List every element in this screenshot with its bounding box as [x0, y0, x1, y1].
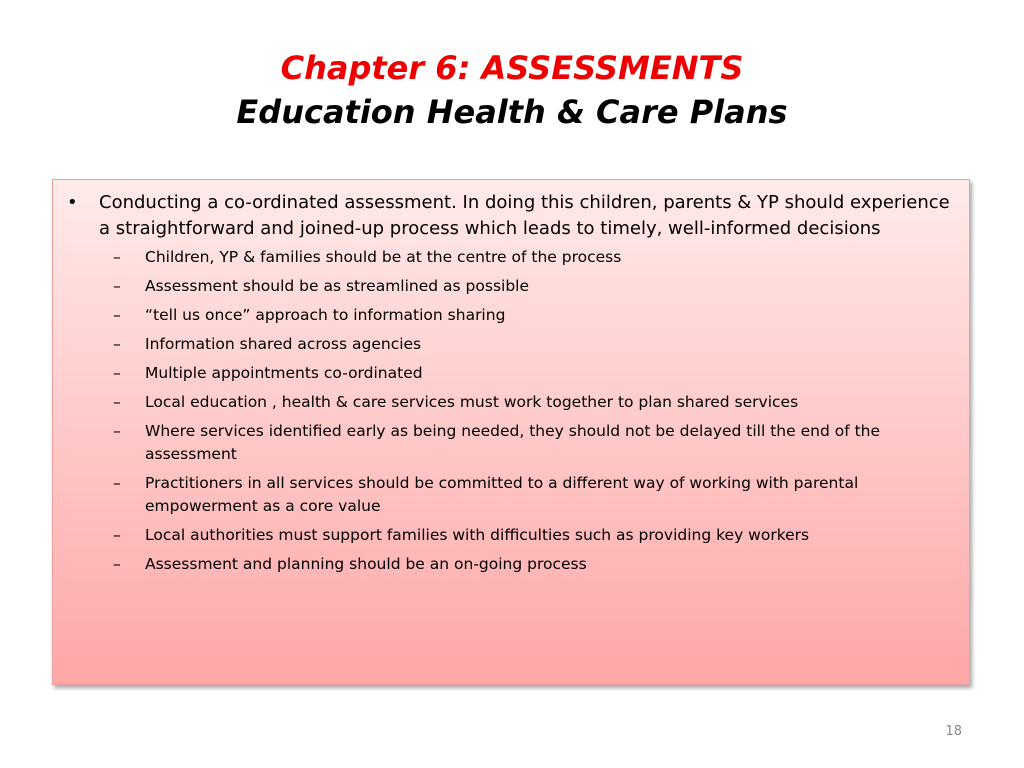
list-item-text: Multiple appointments co-ordinated	[145, 364, 423, 382]
list-item-text: “tell us once” approach to information sharing	[145, 306, 506, 324]
dash-marker: –	[113, 474, 121, 492]
title-chapter: Chapter 6: ASSESSMENTS	[280, 49, 744, 87]
list-item-text: Where services identified early as being needed, they should not be delayed till the end of the assessment	[145, 422, 881, 463]
main-bullet-text: Conducting a co-ordinated assessment. In doing this children, parents & YP should experience a straightforward and joined-up process which leads to timely, well-informed decisions	[99, 192, 950, 239]
list-item	[113, 304, 961, 327]
dash-marker: –	[113, 555, 121, 573]
bullet-marker: •	[67, 192, 78, 213]
dash-marker: –	[113, 526, 121, 544]
main-bullet	[67, 190, 961, 242]
dash-marker: –	[113, 248, 121, 266]
list-item-text: Practitioners in all services should be committed to a different way of working with parental empowerment as a core value	[145, 474, 859, 515]
dash-marker: –	[113, 277, 121, 295]
slide-title	[0, 46, 1024, 134]
title-subtitle: Education Health & Care Plans	[236, 93, 788, 131]
dash-marker: –	[113, 393, 121, 411]
list-item-text: Assessment and planning should be an on-going process	[145, 555, 587, 573]
page-number: 18	[945, 724, 962, 739]
dash-marker: –	[113, 422, 121, 440]
sub-bullet-list	[67, 246, 961, 576]
dash-marker: –	[113, 364, 121, 382]
dash-marker: –	[113, 306, 121, 324]
list-item-text: Assessment should be as streamlined as possible	[145, 277, 530, 295]
list-item-text: Local authorities must support families with difficulties such as providing key workers	[145, 526, 810, 544]
list-item	[113, 275, 961, 298]
list-item	[113, 362, 961, 385]
list-item	[113, 420, 961, 466]
list-item	[113, 472, 961, 518]
list-item-text: Information shared across agencies	[145, 335, 422, 353]
list-item-text: Local education , health & care services must work together to plan shared services	[145, 393, 799, 411]
list-item	[113, 391, 961, 414]
list-item	[113, 246, 961, 269]
list-item	[113, 333, 961, 356]
dash-marker: –	[113, 335, 121, 353]
content-box	[52, 179, 970, 685]
list-item	[113, 553, 961, 576]
list-item	[113, 524, 961, 547]
list-item-text: Children, YP & families should be at the centre of the process	[145, 248, 622, 266]
